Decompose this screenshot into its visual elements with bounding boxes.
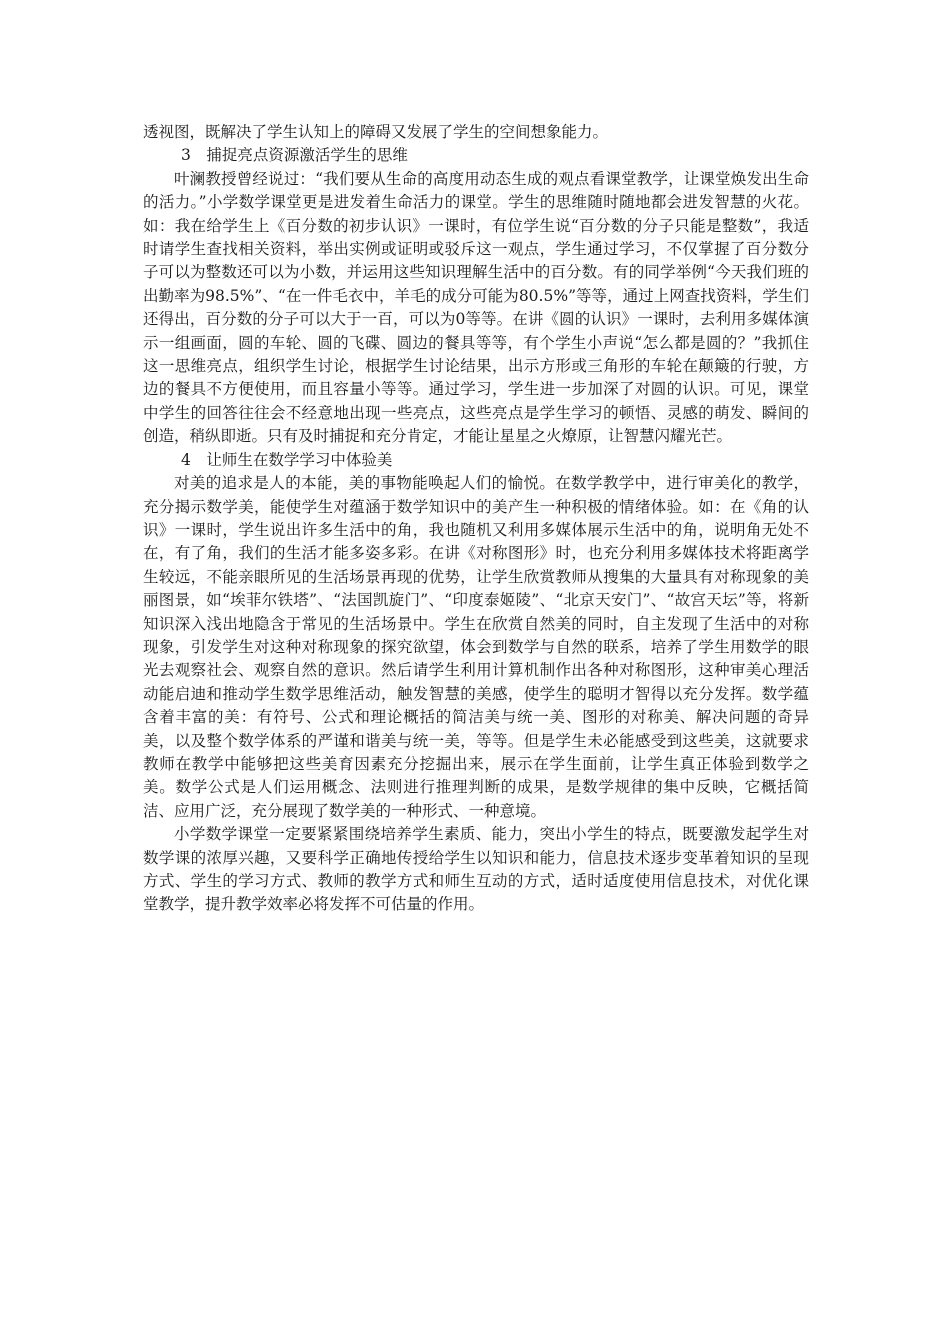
section-heading-3: 3 捕捉亮点资源激活学生的思维 [181,146,408,165]
document-body [143,121,809,917]
paragraph-conclusion: 小学数学课堂一定要紧紧围绕培养学生素质、能力，突出小学生的特点，既要激发起学生对数学课的浓厚兴趣，又要科学正确地传授给学生以知识和能力，信息技术逐步变革着知识的呈现方式、学生的学习方式、教师的教学方式和师生互动的方式，适时适度使用信息技术，对优化课堂教学，提升教学效率必将发挥不可估量的作用。 [143,825,809,914]
paragraph-bright-spots: 叶澜教授曾经说过：“我们要从生命的高度用动态生成的观点看课堂教学，让课堂焕发出生命的活力。”小学数学课堂更是进发着生命活力的课堂。学生的思维随时随地都会进发智慧的火花。如：我在给学生上《百分数的初步认识》一课时，有位学生说“百分数的分子只能是整数”，我适时请学生查找相关资料，举出实例或证明或驳斥这一观点，学生通过学习，不仅掌握了百分数分子可以为整数还可以为小数，并运用这些知识理解生活中的百分数。有的同学举例“今天我们班的出勤率为98.5%”、“在一件毛衣中，羊毛的成分可能为80.5%”等等，通过上网查找资料，学生们还得出，百分数的分子可以大于一百，可以为0等等。在讲《圆的认识》一课时，去利用多媒体演示一组画面，圆的车轮、圆的飞碟、圆边的餐具等等，有个学生小声说“怎么都是圆的？”我抓住这一思维亮点，组织学生讨论，根据学生讨论结果，出示方形或三角形的车轮在颠簸的行驶，方边的餐具不方便使用，而且容量小等等。通过学习，学生进一步加深了对圆的认识。可见，课堂中学生的回答往往会不经意地出现一些亮点，这些亮点是学生学习的顿悟、灵感的萌发、瞬间的创造，稍纵即逝。只有及时捕捉和充分肯定，才能让星星之火燎原，让智慧闪耀光芒。 [143,169,809,446]
paragraph-math-beauty: 对美的追求是人的本能，美的事物能唤起人们的愉悦。在数学教学中，进行审美化的教学，充分揭示数学美，能使学生对蕴涵于数学知识中的美产生一种积极的情绪体验。如：在《角的认识》一课时，学生说出许多生活中的角，我也随机又利用多媒体展示生活中的角，说明角无处不在，有了角，我们的生活才能多姿多彩。在讲《对称图形》时，也充分利用多媒体技术将距离学生较远，不能亲眼所见的生活场景再现的优势，让学生欣赏教师从搜集的大量具有对称现象的美丽图景，如“埃菲尔铁塔”、“法国凯旋门”、“印度泰姬陵”、“北京天安门”、“故宫天坛”等，将新知识深入浅出地隐含于常见的生活场景中。学生在欣赏自然美的同时，自主发现了生活中的对称现象，引发学生对这种对称现象的探究欲望，体会到数学与自然的联系，培养了学生用数学的眼光去观察社会、观察自然的意识。然后请学生利用计算机制作出各种对称图形，这种审美心理活动能启迪和推动学生数学思维活动，触发智慧的美感，使学生的聪明才智得以充分发挥。数学蕴含着丰富的美：有符号、公式和理论概括的简洁美与统一美、图形的对称美、解决问题的奇异美，以及整个数学体系的严谨和谐美与统一美，等等。但是学生未必能感受到这些美，这就要求教师在教学中能够把这些美育因素充分挖掘出来，展示在学生面前，让学生真正体验到数学之美。数学公式是人们运用概念、法则进行推理判断的成果，是数学规律的集中反映，它概括简洁、应用广泛，充分展现了数学美的一种形式、一种意境。 [143,474,809,820]
paragraph-continuation: 透视图，既解决了学生认知上的障碍又发展了学生的空间想象能力。 [143,123,609,141]
section-heading-4: 4 让师生在数学学习中体验美 [181,450,393,469]
